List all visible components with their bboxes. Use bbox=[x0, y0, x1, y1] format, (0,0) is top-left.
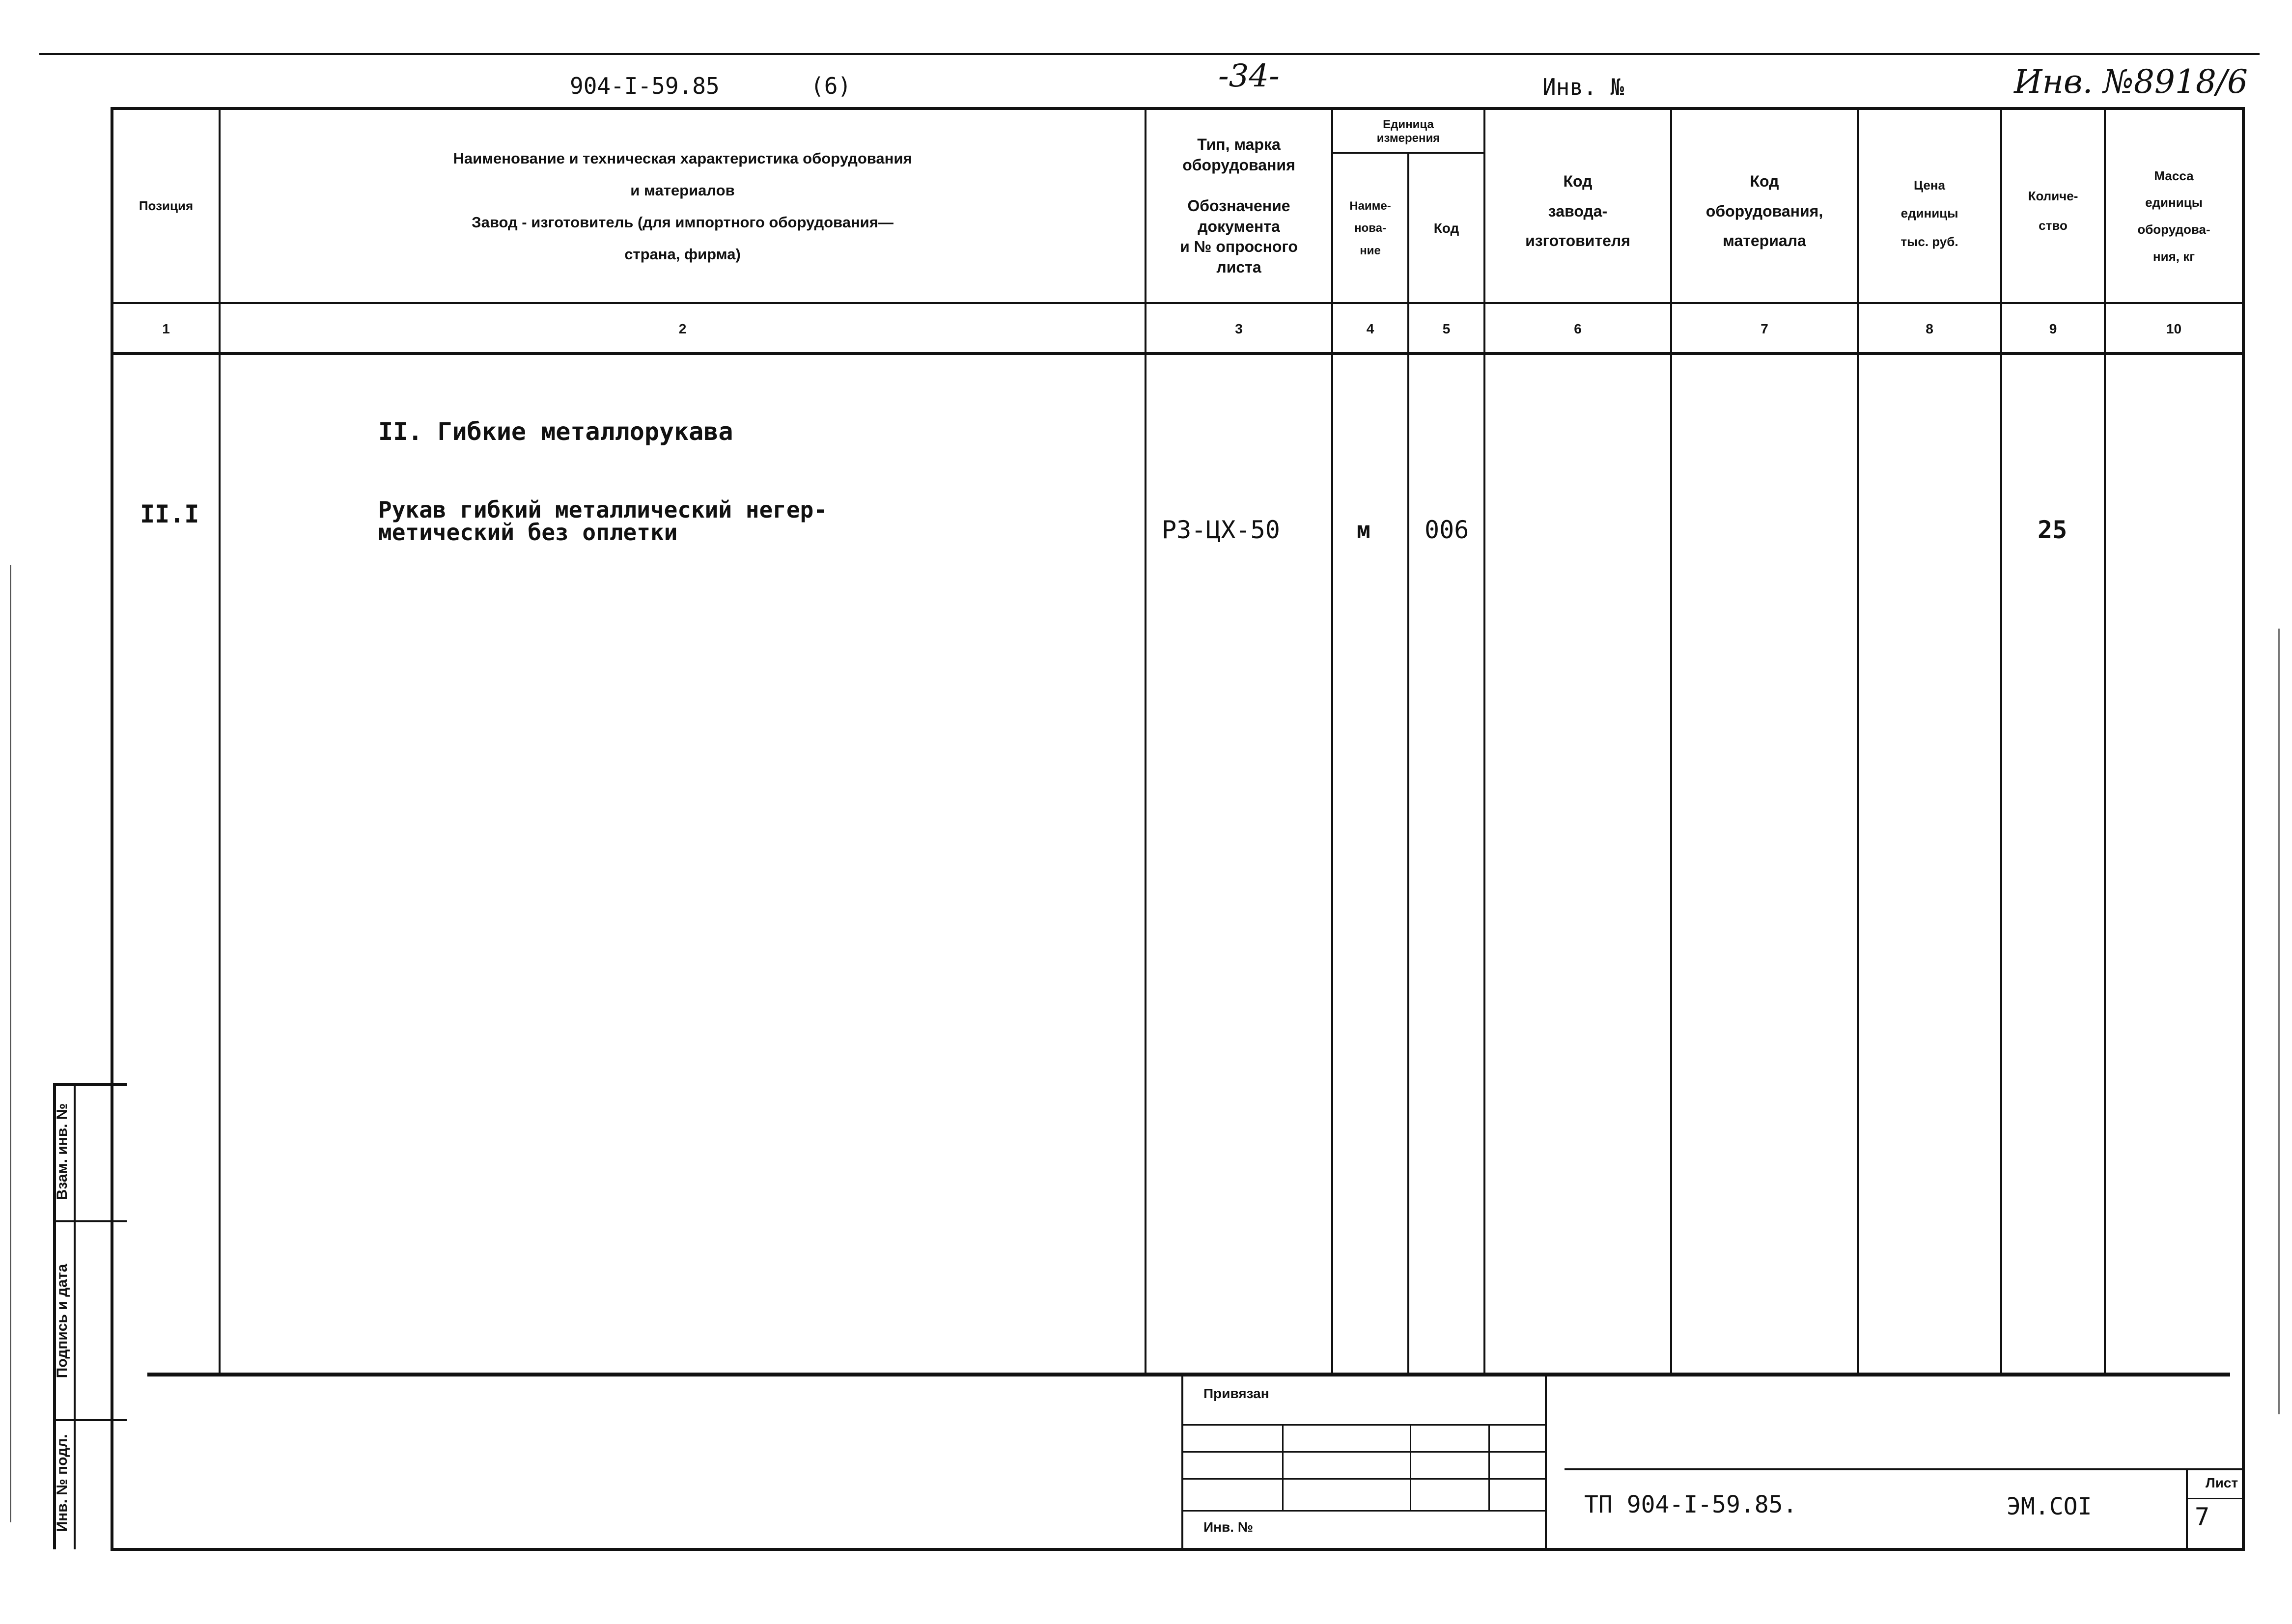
header-quantity: Количе- ство bbox=[2028, 189, 2078, 233]
col-number-8: 8 bbox=[1926, 321, 1933, 336]
header-price: Цена единицы тыс. руб. bbox=[1901, 178, 1958, 249]
frame-top bbox=[111, 107, 2245, 110]
tb-sheet-code: ЭМ.СОI bbox=[2007, 1493, 2092, 1520]
frame-right bbox=[2242, 107, 2245, 1551]
row-name bbox=[378, 498, 827, 544]
header-plant-code: Код завода- изготовителя bbox=[1525, 172, 1630, 250]
tb-left bbox=[1181, 1373, 1183, 1549]
header-mass: Масса единицы оборудова- ния, кг bbox=[2137, 168, 2210, 264]
col-number-5: 5 bbox=[1442, 321, 1451, 336]
handwritten-inventory-number: Инв. №8918/6 bbox=[2014, 63, 2248, 101]
tb-grid-3 bbox=[1183, 1478, 1545, 1480]
tb-doc-rule bbox=[1565, 1468, 2245, 1470]
body-bottom-rule bbox=[147, 1373, 2230, 1376]
row-unit-name: м bbox=[1357, 517, 1370, 543]
tb-grid-v2 bbox=[1410, 1424, 1411, 1510]
header-position: Позиция bbox=[139, 198, 194, 214]
col-divider-6 bbox=[1670, 107, 1672, 1374]
row-name-line-2: метический без оплетки bbox=[378, 519, 678, 546]
side-field-signature-date: Подпись и дата bbox=[54, 1264, 70, 1378]
side-field-original-inv: Инв. № подл. bbox=[54, 1434, 70, 1532]
row-name-line-1: Рукав гибкий металлический негер- bbox=[378, 496, 827, 523]
col-divider-8 bbox=[2000, 107, 2002, 1374]
tb-grid-1 bbox=[1183, 1424, 1545, 1426]
header-type: Тип, марка оборудования Обозначение документа и № опросного листа bbox=[1180, 136, 1298, 276]
bound-label: Привязан bbox=[1203, 1386, 1269, 1401]
tb-divider bbox=[1545, 1373, 1547, 1549]
issue-number: (6) bbox=[811, 73, 852, 99]
col-divider-3 bbox=[1331, 107, 1333, 1374]
number-row-rule bbox=[111, 352, 2245, 355]
doc-code-top: 904-I-59.85 bbox=[570, 73, 720, 99]
tb-grid-v1 bbox=[1282, 1424, 1284, 1510]
col-number-1: 1 bbox=[162, 321, 170, 336]
col-divider-2 bbox=[1145, 107, 1146, 1374]
inventory-label: Инв. № bbox=[1542, 74, 1624, 100]
col-divider-1 bbox=[219, 107, 221, 1374]
col-number-6: 6 bbox=[1574, 321, 1582, 336]
header-unit-code: Код bbox=[1433, 220, 1459, 236]
header-name: Наименование и техническая характеристика оборудования и материалов Завод - изготовитель (для импортного оборудования— страна, фирма) bbox=[453, 149, 912, 263]
row-unit-code: 006 bbox=[1425, 516, 1469, 544]
tb-sheet-label: Лист bbox=[2206, 1475, 2238, 1490]
tb-doc-code: ТП 904-I-59.85. bbox=[1584, 1491, 1797, 1518]
col-number-4: 4 bbox=[1366, 321, 1374, 336]
col-number-10: 10 bbox=[2166, 321, 2182, 336]
header-unit-name: Наиме- нова- ние bbox=[1349, 199, 1391, 257]
col-number-9: 9 bbox=[2049, 321, 2057, 336]
col-divider-5 bbox=[1483, 107, 1485, 1374]
header-equipment-code: Код оборудования, материала bbox=[1705, 172, 1823, 250]
tb-grid-v3 bbox=[1488, 1424, 1490, 1510]
tb-sheet-number: 7 bbox=[2195, 1503, 2210, 1531]
frame-bottom bbox=[111, 1548, 2245, 1551]
section-title: II. Гибкие металлорукава bbox=[378, 417, 733, 446]
row-quantity: 25 bbox=[2038, 516, 2068, 544]
col-number-3: 3 bbox=[1235, 321, 1243, 336]
side-stamp-divider bbox=[74, 1083, 76, 1549]
header-rule bbox=[111, 302, 2245, 304]
tb-sheet-divider bbox=[2186, 1468, 2188, 1551]
tb-sheet-rule bbox=[2188, 1498, 2245, 1499]
side-stamp-sep-1 bbox=[53, 1220, 127, 1222]
side-field-replaced-inv: Взам. инв. № bbox=[54, 1103, 70, 1200]
col-number-7: 7 bbox=[1761, 321, 1768, 336]
page-number: -34- bbox=[1218, 58, 1280, 94]
col-divider-9 bbox=[2104, 107, 2106, 1374]
tb-grid-2 bbox=[1183, 1451, 1545, 1453]
top-rule bbox=[39, 53, 2260, 55]
col-number-2: 2 bbox=[678, 321, 687, 336]
unit-subheader-rule bbox=[1331, 152, 1483, 154]
header-unit: Единица измерения bbox=[1376, 118, 1440, 145]
col-divider-7 bbox=[1857, 107, 1859, 1374]
tb-grid-4 bbox=[1183, 1510, 1545, 1512]
scan-edge-right bbox=[2278, 629, 2280, 1414]
tb-inv-label: Инв. № bbox=[1203, 1519, 1254, 1535]
row-position: II.I bbox=[140, 500, 199, 528]
scan-edge-left bbox=[10, 565, 11, 1522]
row-type: РЗ-ЦХ-50 bbox=[1162, 516, 1280, 544]
